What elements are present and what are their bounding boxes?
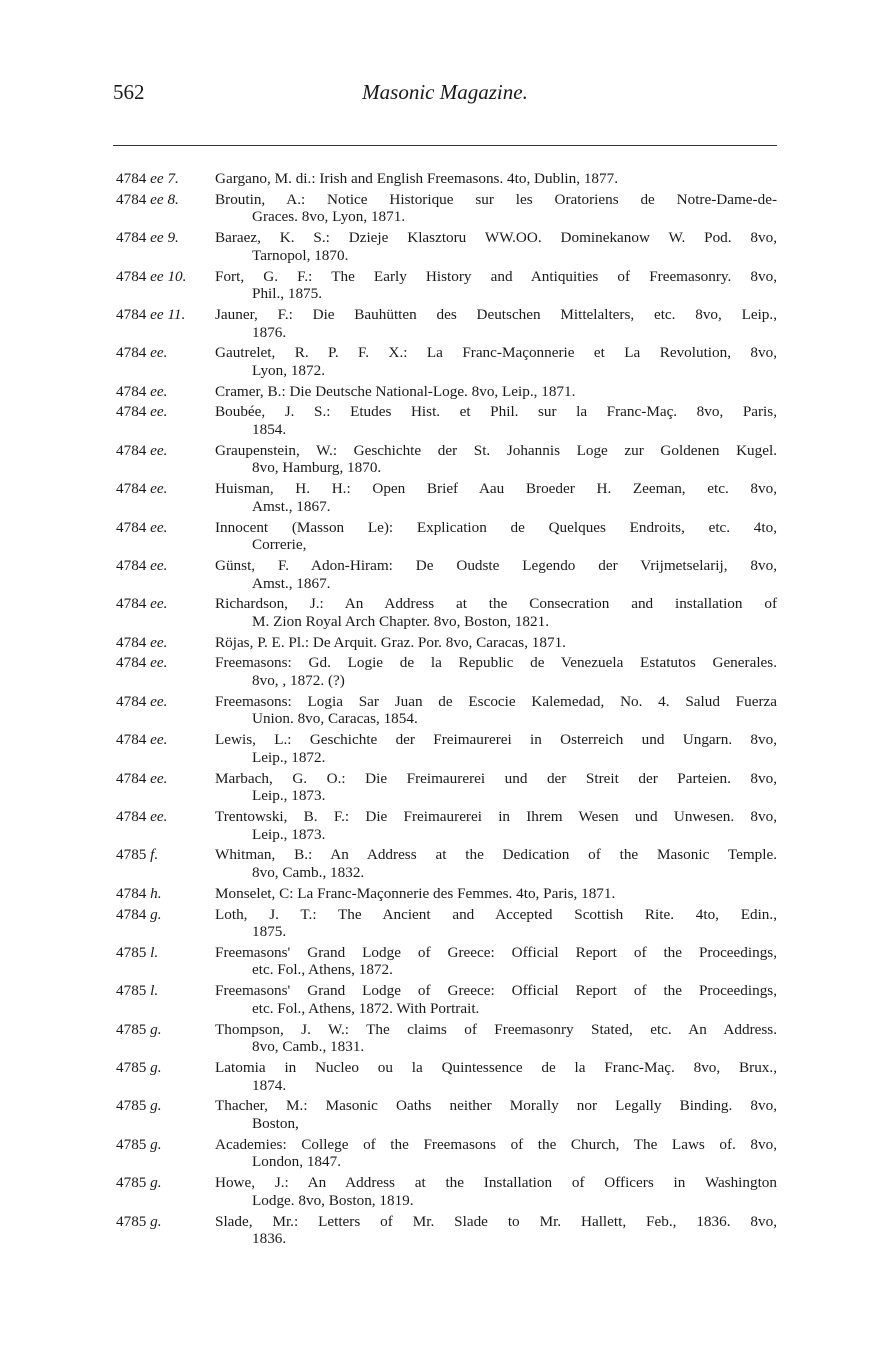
shelf-mark-suffix: g. [150,905,162,923]
catalogue-entry [113,731,777,766]
citation [215,557,777,592]
shelf-mark-number: 4785 [116,1097,147,1115]
citation [215,344,777,379]
shelf-mark-suffix: ee. [150,595,168,613]
shelf-mark-suffix: g. [150,1212,162,1230]
shelf-mark-suffix: ee. [150,807,168,825]
citation [215,1174,777,1209]
citation [215,229,777,264]
citation-line: Freemasons' Grand Lodge of Greece: Official Report of the Proceedings, [215,982,777,1000]
page-number: 562 [113,80,145,104]
citation [215,1097,777,1132]
citation-continuation: etc. Fol., Athens, 1872. With Portrait. [252,999,480,1017]
citation [215,480,777,515]
shelf-mark-number: 4784 [116,267,147,285]
citation [215,442,777,477]
shelf-mark-suffix: ee 10. [150,267,187,285]
catalogue-entry [113,654,777,689]
shelf-mark [116,229,212,247]
citation-continuation: 8vo, Hamburg, 1870. [252,459,382,477]
citation [215,403,777,438]
shelf-mark-suffix: g. [150,1097,162,1115]
citation-line: Loth, J. T.: The Ancient and Accepted Scottish Rite. 4to, Edin., [215,905,777,923]
citation [215,383,777,401]
shelf-mark-number: 4784 [116,518,147,536]
citation [215,519,777,554]
citation-continuation: Graces. 8vo, Lyon, 1871. [252,208,406,226]
shelf-mark-suffix: g. [150,1020,162,1038]
catalogue-entry [113,770,777,805]
shelf-mark-number: 4784 [116,884,147,902]
citation-continuation: Leip., 1873. [252,825,326,843]
citation [215,306,777,341]
citation [215,770,777,805]
shelf-mark [116,557,212,575]
shelf-mark-suffix: ee. [150,633,168,651]
catalogue-entry [113,1021,777,1056]
shelf-mark-suffix: g. [150,1059,162,1076]
catalogue-entry [113,906,777,941]
citation-continuation: Leip., 1873. [252,787,326,805]
citation [215,693,777,728]
shelf-mark-number: 4784 [116,731,147,749]
citation-continuation: 1854. [252,421,287,439]
citation [215,1213,777,1248]
citation-line: Graupenstein, W.: Geschichte der St. Johannis Loge zur Goldenen Kugel. [215,441,777,459]
catalogue-entries [113,170,777,1251]
shelf-mark-number: 4784 [116,633,147,651]
shelf-mark-suffix: l. [150,943,159,961]
citation-continuation: Leip., 1872. [252,748,326,766]
shelf-mark-suffix: ee 9. [150,229,179,247]
citation-line: Röjas, P. E. Pl.: De Arquit. Graz. Por. 8vo, Caracas, 1871. [215,633,566,651]
catalogue-entry [113,229,777,264]
shelf-mark [116,268,212,286]
citation-line: Thacher, M.: Masonic Oaths neither Morally nor Legally Binding. 8vo, [215,1097,777,1115]
citation-line: Cramer, B.: Die Deutsche National-Loge. 8vo, Leip., 1871. [215,382,576,400]
shelf-mark-suffix: ee 7. [150,170,179,187]
shelf-mark-number: 4784 [116,441,147,459]
shelf-mark [116,306,212,324]
page-header [113,78,777,114]
citation-line: Huisman, H. H.: Open Brief Aau Broeder H. Zeeman, etc. 8vo, [215,480,777,498]
catalogue-entry [113,403,777,438]
citation [215,191,777,226]
shelf-mark [116,982,212,1000]
shelf-mark-number: 4784 [116,382,147,400]
catalogue-entry [113,1136,777,1171]
citation-line: Fort, G. F.: The Early History and Antiquities of Freemasonry. 8vo, [215,267,777,285]
citation-continuation: 8vo, , 1872. (?) [252,672,345,690]
shelf-mark-number: 4785 [116,1174,147,1192]
shelf-mark-number: 4784 [116,807,147,825]
shelf-mark-suffix: ee. [150,518,168,536]
citation-line: Freemasons: Logia Sar Juan de Escocie Kalemedad, No. 4. Salud Fuerza [215,692,777,710]
citation-line: Trentowski, B. F.: Die Freimaurerei in Ihrem Wesen und Unwesen. 8vo, [215,807,777,825]
catalogue-entry [113,944,777,979]
shelf-mark-suffix: h. [150,884,162,902]
citation-line: Monselet, C: La Franc-Maçonnerie des Femmes. 4to, Paris, 1871. [215,884,616,902]
shelf-mark-suffix: ee. [150,692,168,710]
shelf-mark-number: 4785 [116,943,147,961]
shelf-mark [116,1021,212,1039]
shelf-mark [116,191,212,209]
shelf-mark [116,595,212,613]
shelf-mark [116,846,212,864]
citation-continuation: London, 1847. [252,1153,342,1171]
shelf-mark-number: 4785 [116,1059,147,1076]
shelf-mark [116,383,212,401]
shelf-mark-number: 4785 [116,846,147,864]
shelf-mark [116,442,212,460]
shelf-mark [116,693,212,711]
catalogue-entry [113,1097,777,1132]
catalogue-entry [113,306,777,341]
catalogue-entry [113,170,777,188]
shelf-mark-number: 4784 [116,654,147,672]
shelf-mark-number: 4784 [116,905,147,923]
citation-line: Whitman, B.: An Address at the Dedication of the Masonic Temple. [215,846,777,864]
citation [215,1059,777,1094]
citation-continuation: M. Zion Royal Arch Chapter. 8vo, Boston, 1821. [252,612,549,630]
shelf-mark-number: 4784 [116,480,147,498]
shelf-mark-suffix: ee 8. [150,190,179,208]
citation [215,731,777,766]
shelf-mark-number: 4784 [116,344,147,362]
citation [215,654,777,689]
shelf-mark-number: 4784 [116,595,147,613]
shelf-mark-suffix: g. [150,1174,162,1192]
catalogue-entry [113,268,777,303]
citation-continuation: 1875. [252,923,287,941]
citation-continuation: Tarnopol, 1870. [252,246,349,264]
citation-continuation: 1876. [252,323,287,341]
catalogue-entry [113,442,777,477]
catalogue-entry [113,595,777,630]
catalogue-entry [113,808,777,843]
citation-line: Broutin, A.: Notice Historique sur les Oratoriens de Notre-Dame-de- [215,190,777,208]
shelf-mark [116,1059,212,1077]
citation-line: Academies: College of the Freemasons of the Church, The Laws of. 8vo, [215,1135,777,1153]
shelf-mark [116,480,212,498]
shelf-mark [116,344,212,362]
shelf-mark [116,1213,212,1231]
shelf-mark [116,731,212,749]
citation-continuation: Lyon, 1872. [252,361,325,379]
shelf-mark-suffix: ee. [150,731,168,749]
citation-line: Freemasons' Grand Lodge of Greece: Official Report of the Proceedings, [215,943,777,961]
citation-line: Marbach, G. O.: Die Freimaurerei und der Streit der Parteien. 8vo, [215,769,777,787]
shelf-mark-number: 4784 [116,556,147,574]
shelf-mark-suffix: ee. [150,441,168,459]
shelf-mark-suffix: l. [150,982,159,1000]
shelf-mark [116,170,212,188]
shelf-mark-number: 4785 [116,1135,147,1153]
catalogue-entry [113,1174,777,1209]
shelf-mark-suffix: f. [150,846,159,864]
catalogue-entry [113,519,777,554]
citation-continuation: Correrie, [252,536,307,554]
running-title: Masonic Magazine. [362,80,528,104]
citation [215,170,777,188]
citation [215,1136,777,1171]
shelf-mark [116,403,212,421]
catalogue-entry [113,191,777,226]
citation-line: Lewis, L.: Geschichte der Freimaurerei in Osterreich und Ungarn. 8vo, [215,731,777,749]
citation [215,944,777,979]
citation-continuation: Phil., 1875. [252,285,323,303]
shelf-mark [116,808,212,826]
shelf-mark-suffix: ee. [150,769,168,787]
citation-continuation: Amst., 1867. [252,497,331,515]
citation-continuation: 8vo, Camb., 1832. [252,863,365,881]
citation-continuation: etc. Fol., Athens, 1872. [252,961,393,979]
citation-continuation: Union. 8vo, Caracas, 1854. [252,710,418,728]
citation-line: Gautrelet, R. P. F. X.: La Franc-Maçonnerie et La Revolution, 8vo, [215,344,777,362]
citation-line: Slade, Mr.: Letters of Mr. Slade to Mr. Hallett, Feb., 1836. 8vo, [215,1212,777,1230]
shelf-mark-number: 4784 [116,170,147,187]
citation-line: Richardson, J.: An Address at the Consecration and installation of [215,595,777,613]
shelf-mark-suffix: ee. [150,556,168,574]
citation-line: Gargano, M. di.: Irish and English Freemasons. 4to, Dublin, 1877. [215,170,618,187]
catalogue-entry [113,982,777,1017]
citation-continuation: Lodge. 8vo, Boston, 1819. [252,1191,414,1209]
citation [215,906,777,941]
catalogue-entry [113,1059,777,1094]
citation-continuation: Amst., 1867. [252,574,331,592]
shelf-mark-number: 4785 [116,1020,147,1038]
citation [215,885,777,903]
citation-line: Baraez, K. S.: Dzieje Klasztoru WW.OO. Dominekanow W. Pod. 8vo, [215,229,777,247]
shelf-mark [116,1174,212,1192]
catalogue-entry [113,634,777,652]
shelf-mark-suffix: ee. [150,480,168,498]
shelf-mark-suffix: ee 11. [150,305,186,323]
header-rule [113,145,777,146]
citation-line: Jauner, F.: Die Bauhütten des Deutschen Mittelalters, etc. 8vo, Leip., [215,305,777,323]
shelf-mark [116,885,212,903]
shelf-mark-number: 4785 [116,982,147,1000]
citation-line: Latomia in Nucleo ou la Quintessence de la Franc-Maç. 8vo, Brux., [215,1059,777,1076]
shelf-mark [116,906,212,924]
citation [215,846,777,881]
catalogue-entry [113,557,777,592]
citation-continuation: Boston, [252,1114,299,1132]
catalogue-entry [113,383,777,401]
shelf-mark-number: 4784 [116,769,147,787]
shelf-mark [116,1097,212,1115]
shelf-mark-number: 4784 [116,403,147,421]
citation-line: Boubée, J. S.: Etudes Hist. et Phil. sur la Franc-Maç. 8vo, Paris, [215,403,777,421]
shelf-mark-suffix: ee. [150,403,168,421]
shelf-mark-number: 4784 [116,229,147,247]
catalogue-entry [113,1213,777,1248]
citation-continuation: 1836. [252,1230,287,1248]
citation-continuation: 1874. [252,1076,287,1094]
catalogue-entry [113,846,777,881]
shelf-mark-suffix: g. [150,1135,162,1153]
shelf-mark-suffix: ee. [150,654,168,672]
catalogue-entry [113,693,777,728]
citation-line: Thompson, J. W.: The claims of Freemasonry Stated, etc. An Address. [215,1020,777,1038]
shelf-mark [116,1136,212,1154]
citation-line: Freemasons: Gd. Logie de la Republic de Venezuela Estatutos Generales. [215,654,777,672]
citation-line: Günst, F. Adon-Hiram: De Oudste Legendo der Vrijmetselarij, 8vo, [215,556,777,574]
citation-continuation: 8vo, Camb., 1831. [252,1038,365,1056]
citation [215,634,777,652]
shelf-mark-suffix: ee. [150,344,168,362]
citation [215,808,777,843]
shelf-mark-number: 4784 [116,692,147,710]
catalogue-entry [113,344,777,379]
citation-line: Howe, J.: An Address at the Installation of Officers in Washington [215,1174,777,1192]
shelf-mark-number: 4785 [116,1212,147,1230]
shelf-mark [116,654,212,672]
citation [215,982,777,1017]
shelf-mark [116,634,212,652]
shelf-mark [116,770,212,788]
shelf-mark [116,519,212,537]
catalogue-entry [113,480,777,515]
citation-line: Innocent (Masson Le): Explication de Quelques Endroits, etc. 4to, [215,518,777,536]
shelf-mark-suffix: ee. [150,382,168,400]
citation [215,268,777,303]
citation [215,1021,777,1056]
shelf-mark-number: 4784 [116,190,147,208]
citation [215,595,777,630]
catalogue-entry [113,885,777,903]
shelf-mark [116,944,212,962]
shelf-mark-number: 4784 [116,305,147,323]
